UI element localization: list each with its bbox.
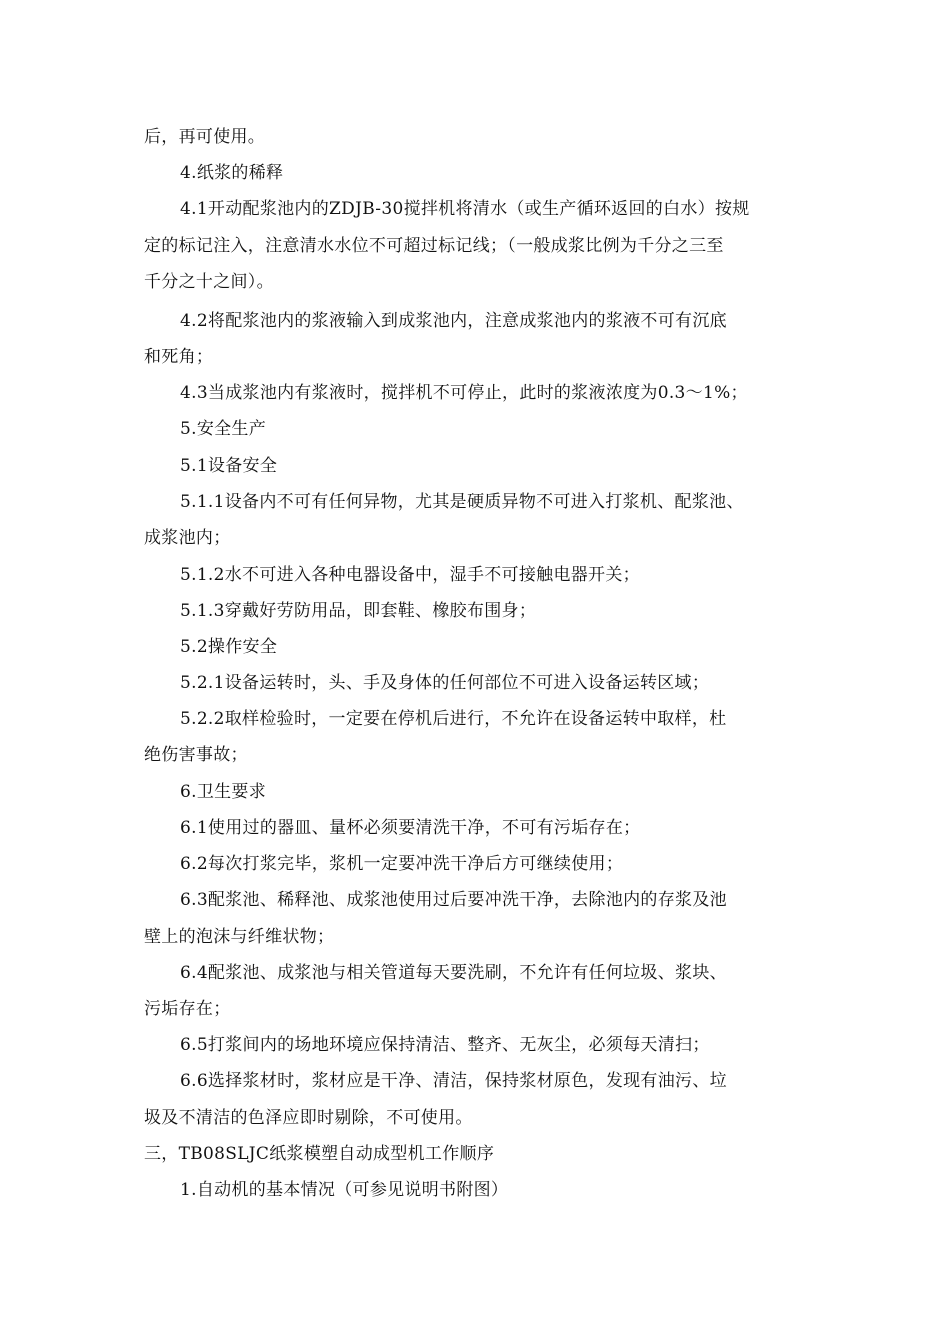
text-line: 4.3当成浆池内有浆液时，搅拌机不可停止，此时的浆液浓度为0.3～1%； — [180, 383, 748, 403]
section-heading: 6.卫生要求 — [180, 782, 267, 802]
text-line: 千分之十之间）。 — [144, 272, 274, 292]
section-heading: 5.2操作安全 — [180, 637, 278, 657]
text-line: 6.2每次打浆完毕，浆机一定要冲洗干净后方可继续使用； — [180, 854, 624, 874]
text-line: 绝伤害事故； — [144, 745, 248, 765]
section-heading: 4.纸浆的稀释 — [180, 163, 284, 183]
text-line: 后，再可使用。 — [144, 127, 266, 147]
text-line: 壁上的泡沫与纤维状物； — [144, 927, 335, 947]
section-heading: 5.安全生产 — [180, 419, 267, 439]
section-heading: 1.自动机的基本情况（可参见说明书附图） — [180, 1180, 509, 1200]
text-line: 5.2.1设备运转时，头、手及身体的任何部位不可进入设备运转区域； — [180, 673, 710, 693]
text-line: 圾及不清洁的色泽应即时剔除，不可使用。 — [144, 1108, 473, 1128]
text-line: 5.2.2取样检验时，一定要在停机后进行，不允许在设备运转中取样，杜 — [180, 709, 727, 729]
text-line: 4.1开动配浆池内的ZDJB-30搅拌机将清水（或生产循环返回的白水）按规 — [180, 199, 750, 219]
text-line: 5.1.2水不可进入各种电器设备中，湿手不可接触电器开关； — [180, 565, 640, 585]
text-line: 5.1.3穿戴好劳防用品，即套鞋、橡胶布围身； — [180, 601, 537, 621]
chapter-heading: 三，TB08SLJC纸浆模塑自动成型机工作顺序 — [144, 1144, 495, 1164]
text-line: 6.3配浆池、稀释池、成浆池使用过后要冲洗干净，去除池内的存浆及池 — [180, 890, 727, 910]
text-line: 成浆池内； — [144, 528, 231, 548]
text-line: 和死角； — [144, 347, 214, 367]
text-line: 6.5打浆间内的场地环境应保持清洁、整齐、无灰尘，必须每天清扫； — [180, 1035, 710, 1055]
text-line: 定的标记注入，注意清水水位不可超过标记线；（一般成浆比例为千分之三至 — [144, 236, 724, 256]
text-line: 5.1.1设备内不可有任何异物，尤其是硬质异物不可进入打浆机、配浆池、 — [180, 492, 744, 512]
section-heading: 5.1设备安全 — [180, 456, 278, 476]
text-line: 6.6选择浆材时，浆材应是干净、清洁，保持浆材原色，发现有油污、垃 — [180, 1071, 727, 1091]
text-line: 4.2将配浆池内的浆液输入到成浆池内，注意成浆池内的浆液不可有沉底 — [180, 311, 727, 331]
text-line: 6.1使用过的器皿、量杯必须要清洗干净，不可有污垢存在； — [180, 818, 641, 838]
text-line: 6.4配浆池、成浆池与相关管道每天要洗刷，不允许有任何垃圾、浆块、 — [180, 963, 727, 983]
text-line: 污垢存在； — [144, 999, 231, 1019]
